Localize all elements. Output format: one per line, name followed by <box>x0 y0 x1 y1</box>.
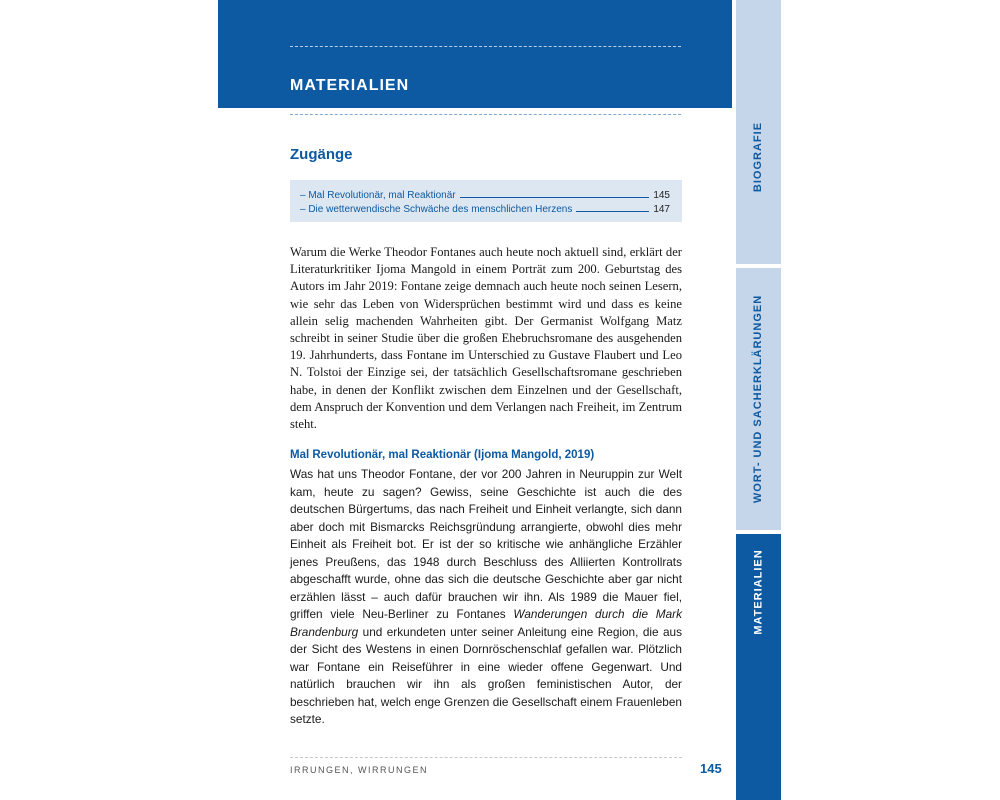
side-tab-biografie[interactable] <box>736 0 781 264</box>
toc-leader <box>576 211 649 212</box>
page-number: 145 <box>700 761 722 776</box>
header-dash-top <box>290 46 681 47</box>
toc-box <box>290 180 682 222</box>
toc-leader <box>460 197 650 198</box>
footer-divider <box>290 757 682 758</box>
toc-entry-page: 147 <box>653 204 670 215</box>
side-tab-label: BIOGRAFIE <box>752 121 765 193</box>
toc-entry-label: – Mal Revolutionär, mal Reaktionär <box>300 190 456 201</box>
toc-entry[interactable] <box>300 187 670 201</box>
side-tab-wort-und-sacherklaerungen[interactable] <box>736 268 781 530</box>
book-title-italic: Wanderungen durch die Mark Brandenburg <box>290 607 682 639</box>
tab-label-wrap <box>736 268 781 530</box>
article-text: Was hat uns Theodor Fontane, der vor 200 Jahren in Neuruppin zur Welt kam, heute zu sagen? Gewiss, seine Geschichte ist auch die des deutschen Bürgertums, das nach Freiheit und Einheit verlangte, sich dann aber doch mit Bismarcks Reichsgründung arrangierte, obwohl dies mehr Einheit als Freiheit bot. Er ist der so kritische wie anhängliche Erzähler jenes Preußens, das 1948 durch Beschluss des Alliierten Kontrollrats abgeschafft wurde, ohne das sich die deutsche Geschichte aber gar nicht erzählen lässt – auch dafür brauchen wir ihn. Als 1989 die Mauer fiel, griffen viele Neu-Berliner zu Fontanes <box>290 467 682 621</box>
intro-paragraph: Warum die Werke Theodor Fontanes auch heute noch aktuell sind, erklärt der Literaturkritiker Ijoma Mangold in einem Porträt zum 200. Geburtstag des Autors im Jahr 2019: Fontane zeige demnach auch heute noch seinen Lesern, wie sehr das Leben von Widersprüchen bestimmt wird und dass es keine allein selig machenden Wahrheiten gibt. Der Germanist Wolfgang Matz schreibt in seiner Studie über die großen Ehebruchsromane des ausgehenden 19. Jahrhunderts, dass Fontane im Unterschied zu Gustave Flaubert und Leo N. Tolstoi der Einzige sei, der tatsächlich Gesellschaftsromane geschrieben habe, in denen der Konflikt zwischen dem Einzelnen und der Gesellschaft, dem Anspruch der Konvention und dem Verlangen nach Freiheit, im Zentrum steht. <box>290 245 682 432</box>
chapter-header <box>218 0 732 108</box>
section-title: Zugänge <box>290 146 353 163</box>
chapter-title: MATERIALIEN <box>290 77 410 94</box>
tab-label-wrap <box>736 534 781 800</box>
header-dash-bottom <box>290 114 681 115</box>
side-tab-label: MATERIALIEN <box>752 549 765 635</box>
running-footer-title: IRRUNGEN, WIRRUNGEN <box>290 765 428 775</box>
article-heading: Mal Revolutionär, mal Reaktionär (Ijoma Mangold, 2019) <box>290 449 595 461</box>
toc-entry-page: 145 <box>653 190 670 201</box>
side-tab-materialien[interactable] <box>736 534 781 800</box>
toc-entry[interactable] <box>300 201 670 215</box>
side-tab-label: WORT- UND SACHERKLÄRUNGEN <box>752 294 765 504</box>
article-body <box>290 466 682 729</box>
tab-label-wrap <box>736 0 781 264</box>
toc-entry-label: – Die wetterwendische Schwäche des menschlichen Herzens <box>300 204 573 215</box>
article-text: und erkundeten unter seiner Anleitung eine Region, die aus der Sicht des Westens in einen Dornröschenschlaf gefallen war. Plötzlich war Fontane ein Reiseführer in eine wieder offene Gegenwart. Und natürlich brauchen wir ihn als großen feministischen Autor, der beschrieben hat, welch enge Grenzen die Gesellschaft einem Frauenleben setzte. <box>290 624 682 726</box>
